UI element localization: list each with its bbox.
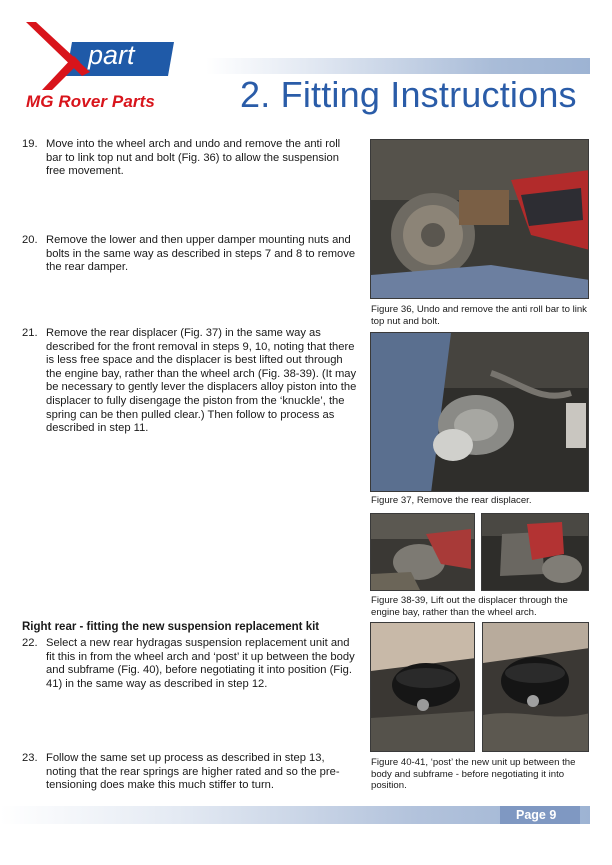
step-number: 23. (22, 752, 38, 764)
step-20 (22, 234, 357, 275)
figure-36-caption: Figure 36, Undo and remove the anti roll bar to link top nut and bolt. (371, 304, 587, 327)
logo-text: part (88, 40, 135, 70)
figure-41-photo (482, 622, 589, 752)
step-21 (22, 327, 357, 436)
figure-40-41-caption: Figure 40-41, ‘post’ the new unit up between the body and subframe - before negotiating it into position. (371, 757, 576, 792)
step-number: 19. (22, 138, 38, 150)
step-number: 22. (22, 637, 38, 649)
figure-38-39-caption: Figure 38-39, Lift out the displacer through the engine bay, rather than the wheel arch. (371, 595, 568, 618)
step-text: Remove the lower and then upper damper mounting nuts and bolts in the same way as described in steps 7 and 8 to remove the rear damper. (46, 234, 356, 274)
figure-37-photo (370, 332, 589, 492)
step-text: Follow the same set up process as described in step 13, noting that the rear springs are higher rated and so the pre-tensioning does make this much stiffer to turn. (46, 752, 340, 792)
step-19 (22, 138, 357, 179)
brand-name: MG Rover Parts (26, 92, 155, 111)
step-text: Remove the rear displacer (Fig. 37) in the same way as described for the front removal in steps 9, 10, noting that there is less free space and the displacer is best lifted out through the engine bay, rather than the wheel arch (Fig. 38-39). (It may be necessary to gently lever the displacers alloy piston into the displacer to fully disengage the piston from the ‘knuckle’, the spring can be then pulled clear.) Then follow to process as described in step 11. (46, 327, 357, 435)
step-23 (22, 752, 357, 793)
figure-38-photo (370, 513, 475, 591)
step-number: 20. (22, 234, 38, 246)
page-title: 2. Fitting Instructions (240, 74, 577, 115)
header-gradient-bar (206, 58, 590, 74)
step-22 (22, 637, 357, 691)
figure-40-photo (370, 622, 475, 752)
figure-37-caption: Figure 37, Remove the rear displacer. (371, 495, 532, 506)
step-number: 21. (22, 327, 38, 339)
figure-36-photo (370, 139, 589, 299)
step-text: Move into the wheel arch and undo and remove the anti roll bar to link top nut and bolt (Fig. 36) to allow the suspension free movement. (46, 138, 341, 178)
section-heading: Right rear - fitting the new suspension replacement kit (22, 621, 320, 633)
figure-39-photo (481, 513, 589, 591)
step-text: Select a new rear hydragas suspension replacement unit and fit this in from the wheel arch and ‘post’ it up between the body and subframe (Fig. 40), before negotiating it into position (Fig. 41) in the same way as described in step 12. (46, 637, 355, 690)
page-number: Page 9 (516, 808, 557, 822)
